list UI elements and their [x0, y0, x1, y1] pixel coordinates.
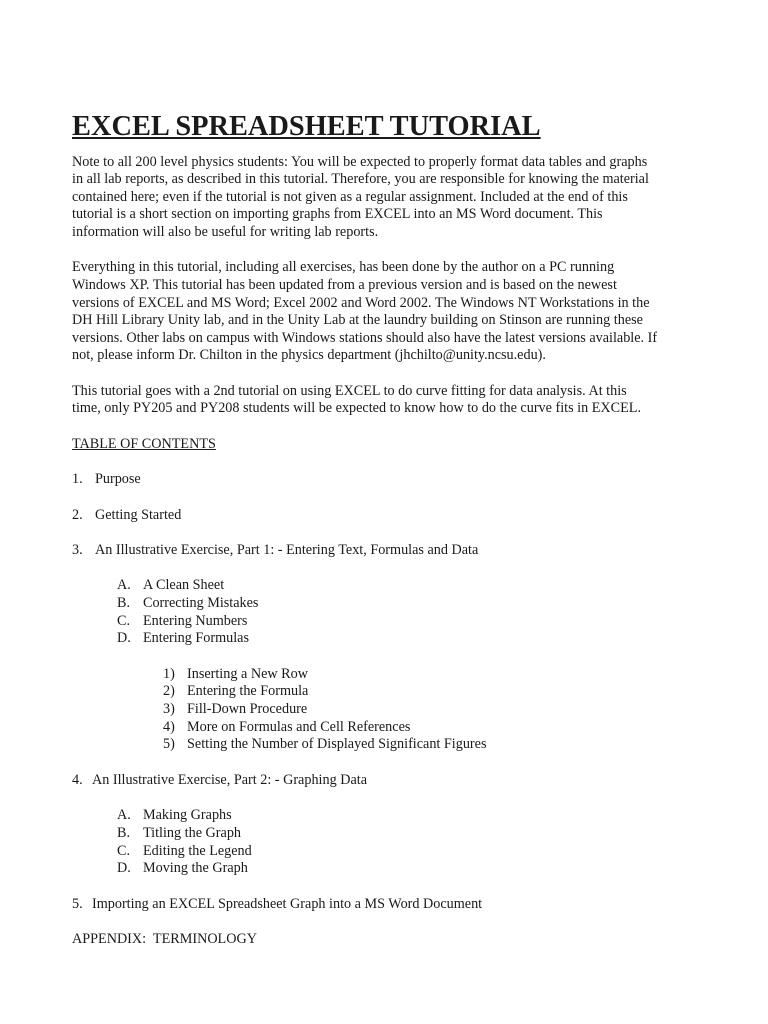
toc-item-label: Importing an EXCEL Spreadsheet Graph into a MS Word Document: [92, 895, 483, 912]
toc-subitem-letter: C.: [117, 842, 131, 859]
toc-item-number: 2.: [72, 506, 83, 523]
toc-subitem: [72, 595, 712, 613]
toc-subsubitem-number: 3): [163, 701, 175, 718]
text-line: Note to all 200 level physics students: You will be expected to properly format data tables and graphs: [72, 153, 648, 170]
toc-subsubitem-number: 4): [163, 718, 175, 735]
toc-item-label: An Illustrative Exercise, Part 2: - Graphing Data: [92, 771, 367, 788]
toc-subitem: [72, 860, 712, 878]
toc-subitem: [72, 630, 712, 648]
toc-item-importing-graph: [72, 896, 712, 914]
text-line: versions of EXCEL and MS Word; Excel 2002 and Word 2002. The Windows NT Workstations in the: [72, 294, 650, 311]
toc-item-label: Purpose: [95, 471, 141, 488]
toc-subsubitem: [72, 719, 712, 737]
toc-subitem-label: Titling the Graph: [143, 824, 242, 841]
paragraph-environment: [72, 259, 712, 365]
toc-subsubitem: [72, 736, 712, 754]
toc-subitem: [72, 577, 712, 595]
toc-subitem-letter: D.: [117, 630, 131, 647]
toc-item-purpose: [72, 471, 712, 489]
toc-subitem: [72, 843, 712, 861]
toc-subitem-label: Editing the Legend: [143, 842, 252, 859]
document-page: [72, 111, 712, 949]
toc-subsubitem: [72, 666, 712, 684]
toc-item-label: An Illustrative Exercise, Part 1: - Entering Text, Formulas and Data: [95, 541, 479, 558]
toc-appendix: APPENDIX: TERMINOLOGY: [72, 931, 257, 948]
toc-item-number: 3.: [72, 541, 83, 558]
toc-subitem-letter: D.: [117, 860, 131, 877]
paragraph-curve-fitting: [72, 383, 712, 418]
toc-subsubitem-number: 1): [163, 665, 175, 682]
toc-subsubitem-label: Entering the Formula: [187, 683, 309, 700]
toc-subitem-label: Entering Numbers: [143, 612, 248, 629]
toc-item-number: 1.: [72, 471, 83, 488]
toc-subsubitem-label: Setting the Number of Displayed Significant Figures: [187, 736, 487, 753]
toc-subsubitem-number: 5): [163, 736, 175, 753]
text-line: DH Hill Library Unity lab, and in the Unity Lab at the laundry building on Stinson are running these: [72, 312, 643, 329]
toc-subitem-label: Correcting Mistakes: [143, 594, 259, 611]
toc-subitem-label: Entering Formulas: [143, 630, 249, 647]
toc-subsubitem: [72, 701, 712, 719]
toc-item-number: 4.: [72, 771, 83, 788]
text-line: Everything in this tutorial, including all exercises, has been done by the author on a PC running: [72, 259, 615, 276]
toc-subitem: [72, 613, 712, 631]
toc-subitem: [72, 807, 712, 825]
toc-heading: TABLE OF CONTENTS: [72, 436, 216, 453]
toc-item-getting-started: [72, 507, 712, 525]
text-line: time, only PY205 and PY208 students will be expected to know how to do the curve fits in EXCEL.: [72, 400, 642, 417]
toc-subitem-letter: C.: [117, 612, 131, 629]
toc-subitem-label: A Clean Sheet: [143, 577, 225, 594]
text-line: information will also be useful for writing lab reports.: [72, 224, 379, 241]
toc-subsubitem-label: Inserting a New Row: [187, 665, 308, 682]
text-line: Windows XP. This tutorial has been updated from a previous version and is based on the newest: [72, 276, 617, 293]
toc-subitem-letter: A.: [117, 577, 131, 594]
toc-item-label: Getting Started: [95, 506, 182, 523]
toc-subitem-letter: B.: [117, 594, 131, 611]
paragraph-note: [72, 154, 712, 242]
text-line: tutorial is a short section on importing graphs from EXCEL into an MS Word document. This: [72, 206, 603, 223]
text-line: This tutorial goes with a 2nd tutorial on using EXCEL to do curve fitting for data analysis. At this: [72, 382, 627, 399]
text-line: not, please inform Dr. Chilton in the physics department (jhchilto@unity.ncsu.edu).: [72, 347, 546, 364]
text-line: contained here; even if the tutorial is not given as a regular assignment. Included at the end of this: [72, 188, 628, 205]
toc-subitem-label: Making Graphs: [143, 807, 232, 824]
toc-item-number: 5.: [72, 895, 83, 912]
toc-subitem-letter: A.: [117, 807, 131, 824]
toc-subitem: [72, 825, 712, 843]
toc-subsubitem-label: Fill-Down Procedure: [187, 701, 308, 718]
toc-item-exercise-part2: [72, 772, 712, 790]
toc-subsubitem: [72, 683, 712, 701]
toc-subitem-letter: B.: [117, 824, 131, 841]
document-title: EXCEL SPREADSHEET TUTORIAL: [72, 111, 541, 142]
text-line: in all lab reports, as described in this tutorial. Therefore, you are responsible for knowing the material: [72, 171, 649, 188]
toc-subitem-label: Moving the Graph: [143, 860, 248, 877]
toc-subsubitem-label: More on Formulas and Cell References: [187, 718, 411, 735]
toc-item-exercise-part1: [72, 542, 712, 560]
text-line: versions. Other labs on campus with Windows stations should also have the latest versions available. If: [72, 329, 658, 346]
toc-subsubitem-number: 2): [163, 683, 175, 700]
